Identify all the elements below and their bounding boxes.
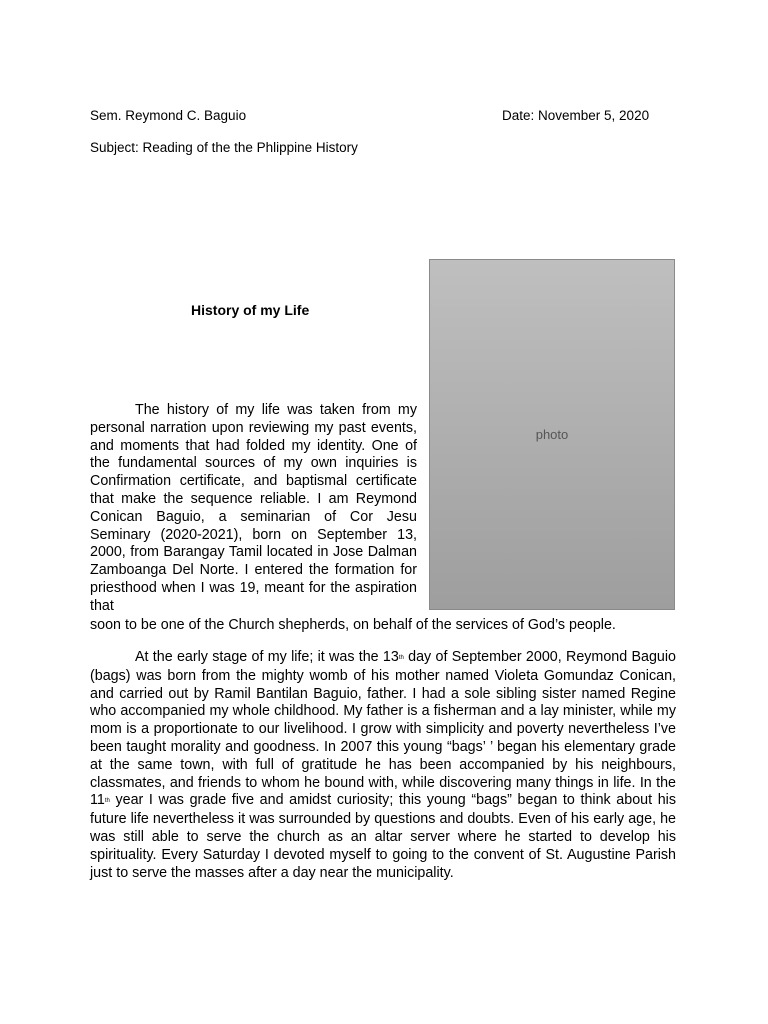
document-date: Date: November 5, 2020	[502, 108, 650, 123]
paragraph-2-part-3: year I was grade five and amidst curiosity; this young “bags” began to think about his future life nevertheless it was surrounded by questions and doubts. Even of his early age, he was still able to serve the church as an altar server where he started to develop his spirituality. Every Saturday I devoted myself to going to the convent of St. Augustine Parish just to serve the masses after a day near the municipality.	[90, 792, 676, 881]
ordinal-suffix-1: th	[398, 655, 404, 661]
paragraph-1-wrapped: The history of my life was taken from my personal narration upon reviewing my past events, and moments that had folded my identity. One of the fundamental sources of my own inquiries is Confirmation certificate, and baptismal certificate that make the sequence reliable. I am Reymond Conican Baguio, a seminarian of Cor Jesu Seminary (2020-2021), born on September 13, 2000, from Barangay Tamil located in Jose Dalman Zamboanga Del Norte. I entered the formation for priesthood when I was 19, meant for the aspiration that	[90, 402, 417, 614]
ordinal-suffix-2: th	[104, 798, 110, 805]
photo-caption: photo	[535, 427, 569, 442]
author-name: Sem. Reymond C. Baguio	[90, 108, 247, 123]
page-title: History of my Life	[191, 302, 310, 318]
paragraph-1-tail: soon to be one of the Church shepherds, on behalf of the services of God’s people.	[90, 617, 616, 633]
document-subject: Subject: Reading of the the Phlippine History	[90, 140, 358, 155]
seminarian-photo	[429, 259, 675, 610]
paragraph-2	[90, 649, 676, 882]
paragraph-2-part-1: At the early stage of my life; it was the 13	[135, 649, 399, 665]
paragraph-2-part-2: day of September 2000, Reymond Baguio (bags) was born from the mighty womb of his mother named Violeta Gomundaz Conican, and carried out by Ramil Bantilan Baguio, father. I had a sole sibling sister named Regine who accompanied my whole childhood. My father is a fisherman and a lay minister, while my mom is a proportionate to our livelihood. I grow with simplicity and poverty nevertheless I’ve been taught morality and goodness. In 2007 this young “bags’ ’ began his elementary grade at the same town, with full of gratitude he has been accompanied by his neighbours, classmates, and friends to whom he bound with, while discovering many things in life. In the 11	[90, 649, 676, 809]
